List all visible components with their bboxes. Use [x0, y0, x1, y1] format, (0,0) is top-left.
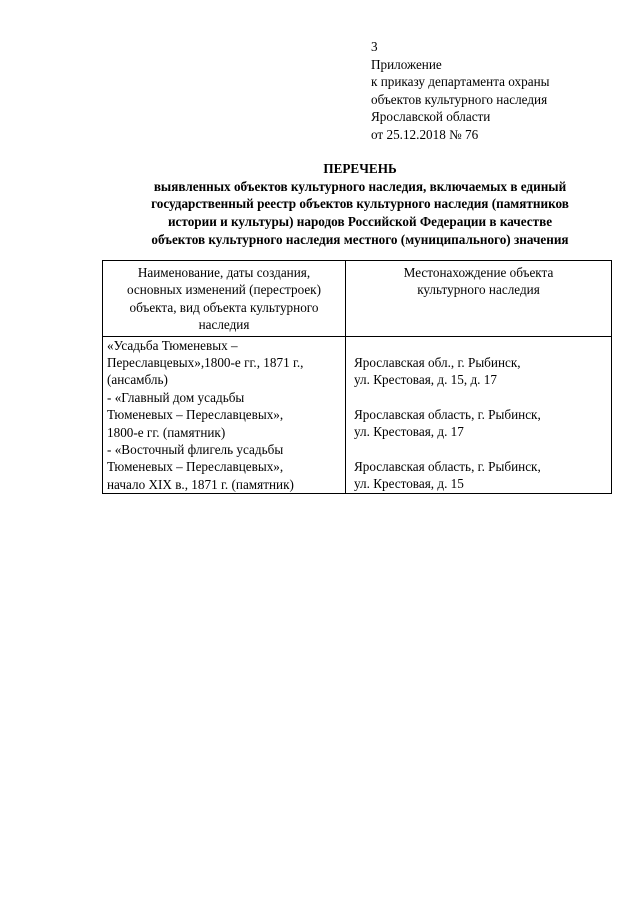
title-heading: ПЕРЕЧЕНЬ — [323, 161, 397, 176]
location-text-line: ул. Крестовая, д. 17 — [354, 424, 464, 440]
header-text-line: Наименование, даты создания, — [137, 265, 311, 280]
order-reference-line-3: Ярославской области — [371, 109, 491, 125]
location-text-line: Ярославская область, г. Рыбинск, — [354, 406, 541, 422]
appendix-header — [371, 38, 611, 144]
location-text-line: ул. Крестовая, д. 15 — [354, 476, 464, 492]
appendix-label: Приложение — [371, 56, 442, 72]
document-title — [80, 160, 640, 249]
location-text-line: ул. Крестовая, д. 15, д. 17 — [354, 372, 497, 388]
title-line-4: объектов культурного наследия местного (муниципального) значения — [151, 231, 569, 247]
spacer — [354, 388, 607, 405]
title-line-1: выявленных объектов культурного наследия, включаемых в единый — [153, 178, 567, 194]
object-text-line: (ансамбль) — [107, 372, 168, 388]
object-name-cell — [103, 336, 346, 494]
table-header-row — [103, 261, 612, 337]
location-text-line: Ярославская область, г. Рыбинск, — [354, 459, 541, 475]
object-text-line: «Усадьба Тюменевых – — [107, 337, 238, 353]
location-text-line: Ярославская обл., г. Рыбинск, — [354, 354, 521, 370]
column-header-name — [103, 261, 346, 337]
object-text-line: 1800-е гг. (памятник) — [107, 424, 226, 440]
header-text-line: культурного наследия — [417, 282, 540, 298]
heritage-objects-table — [102, 260, 612, 494]
header-text-line: наследия — [198, 317, 250, 333]
order-reference-line-1: к приказу департамента охраны — [371, 74, 550, 90]
header-text-line: Местонахождение объекта — [403, 265, 554, 280]
column-header-location — [346, 261, 612, 337]
table-row — [103, 336, 612, 494]
header-text-line: основных изменений (перестроек) — [127, 282, 321, 298]
page-number: 3 — [371, 39, 378, 54]
title-line-2: государственный реестр объектов культурного наследия (памятников — [151, 196, 569, 212]
title-line-3: истории и культуры) народов Российской Федерации в качестве — [167, 214, 553, 230]
object-text-line: Тюменевых – Переславцевых», — [107, 407, 284, 423]
object-location-cell — [346, 336, 612, 494]
order-reference-line-2: объектов культурного наследия — [371, 91, 548, 107]
object-text-line: Переславцевых»,1800-е гг., 1871 г., — [107, 355, 304, 371]
object-text-line: - «Главный дом усадьбы — [107, 389, 245, 405]
order-date: от 25.12.2018 № 76 — [371, 126, 479, 142]
object-text-line: начало XIX в., 1871 г. (памятник) — [107, 476, 294, 492]
object-text-line: Тюменевых – Переславцевых», — [107, 459, 284, 475]
spacer — [354, 441, 607, 458]
header-text-line: объекта, вид объекта культурного — [129, 299, 319, 315]
object-text-line: - «Восточный флигель усадьбы — [107, 442, 284, 458]
